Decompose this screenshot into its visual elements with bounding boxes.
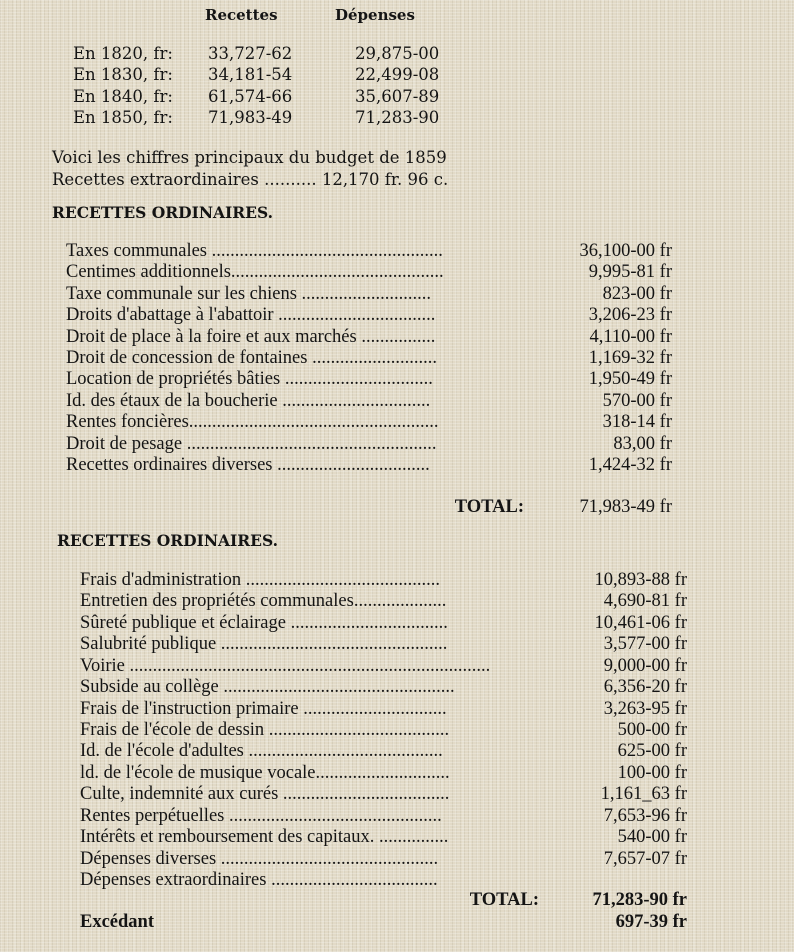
item-value: 36,100-00 fr bbox=[579, 241, 672, 261]
list-item bbox=[80, 613, 687, 634]
item-label: ld. de l'école de musique vocale............................. bbox=[80, 763, 450, 783]
section-title: RECETTES ORDINAIRES. bbox=[57, 531, 279, 550]
list-item bbox=[66, 284, 672, 305]
item-label: Dépenses extraordinaires .................................... bbox=[80, 870, 438, 890]
item-label: Recettes ordinaires diverses ................................. bbox=[66, 455, 430, 475]
list-item bbox=[80, 677, 687, 698]
item-value: 83,00 fr bbox=[613, 434, 672, 454]
list-item bbox=[80, 806, 687, 827]
list-item bbox=[66, 412, 672, 433]
excedant-label bbox=[80, 912, 280, 933]
item-label: Culte, indemnité aux curés .................................... bbox=[80, 784, 450, 804]
column-header-recettes: Recettes bbox=[205, 6, 278, 24]
list-item bbox=[80, 870, 687, 891]
list-item bbox=[80, 827, 687, 848]
summary-recettes-value: 61,574-66 bbox=[208, 87, 293, 106]
receipts-total-label bbox=[440, 497, 530, 518]
item-value: 9,000-00 fr bbox=[603, 656, 687, 676]
list-item bbox=[80, 784, 687, 805]
expenses-total-value bbox=[550, 890, 687, 911]
item-value: 500-00 fr bbox=[617, 720, 687, 740]
summary-recettes-value: 34,181-54 bbox=[208, 65, 293, 84]
item-value: 540-00 fr bbox=[617, 827, 687, 847]
intro-line: Voici les chiffres principaux du budget de 1859 bbox=[52, 148, 447, 167]
summary-year-label: En 1820, fr: bbox=[73, 44, 173, 63]
item-label: Location de propriétés bâties ................................ bbox=[66, 369, 433, 389]
summary-depenses-value: 29,875-00 bbox=[355, 44, 440, 63]
list-item bbox=[80, 634, 687, 655]
item-label: Frais de l'instruction primaire ............................... bbox=[80, 699, 447, 719]
item-label: Entretien des propriétés communales.................... bbox=[80, 591, 447, 611]
item-label: Sûreté publique et éclairage .................................. bbox=[80, 613, 448, 633]
total-value-text: 71,983-49 fr bbox=[579, 497, 672, 517]
total-label-text: TOTAL: bbox=[469, 890, 539, 910]
item-value: 625-00 fr bbox=[617, 741, 687, 761]
list-item bbox=[80, 656, 687, 677]
item-value: 4,110-00 fr bbox=[589, 327, 672, 347]
item-value: 3,577-00 fr bbox=[603, 634, 687, 654]
item-label: Droit de place à la foire et aux marchés ................ bbox=[66, 327, 436, 347]
item-value: 570-00 fr bbox=[602, 391, 672, 411]
list-item bbox=[80, 849, 687, 870]
item-value: 10,461-06 fr bbox=[594, 613, 687, 633]
list-item bbox=[66, 262, 672, 283]
item-label: Voirie .............................................................................. bbox=[80, 656, 491, 676]
list-item bbox=[66, 327, 672, 348]
item-label: Id. des étaux de la boucherie ................................ bbox=[66, 391, 431, 411]
list-item bbox=[66, 241, 672, 262]
summary-year-label: En 1840, fr: bbox=[73, 87, 173, 106]
item-value: 9,995-81 fr bbox=[588, 262, 672, 282]
summary-depenses-value: 35,607-89 bbox=[355, 87, 440, 106]
item-value: 3,206-23 fr bbox=[588, 305, 672, 325]
item-value: 318-14 fr bbox=[602, 412, 672, 432]
item-value: 1,424-32 fr bbox=[588, 455, 672, 475]
list-item bbox=[80, 699, 687, 720]
excedant-value-text: 697-39 fr bbox=[615, 912, 687, 932]
list-item bbox=[66, 434, 672, 455]
item-value: 6,356-20 fr bbox=[603, 677, 687, 697]
summary-year-label: En 1850, fr: bbox=[73, 108, 173, 127]
list-item bbox=[66, 348, 672, 369]
list-item bbox=[66, 305, 672, 326]
total-label-text: TOTAL: bbox=[454, 497, 524, 517]
item-value: 823-00 fr bbox=[602, 284, 672, 304]
item-value: 3,263-95 fr bbox=[603, 699, 687, 719]
list-item bbox=[80, 570, 687, 591]
summary-depenses-value: 22,499-08 bbox=[355, 65, 440, 84]
item-label: Droit de pesage ...................................................... bbox=[66, 434, 437, 454]
item-value: 7,657-07 fr bbox=[603, 849, 687, 869]
item-label: Rentes perpétuelles .............................................. bbox=[80, 806, 442, 826]
item-value: 100-00 fr bbox=[617, 763, 687, 783]
item-value: 1,950-49 fr bbox=[588, 369, 672, 389]
item-value: 10,893-88 fr bbox=[594, 570, 687, 590]
expenses-total-label bbox=[440, 890, 545, 911]
item-value: 4,690-81 fr bbox=[603, 591, 687, 611]
list-item bbox=[66, 455, 672, 476]
item-value: 1,169-32 fr bbox=[588, 348, 672, 368]
summary-recettes-value: 33,727-62 bbox=[208, 44, 293, 63]
list-item bbox=[66, 369, 672, 390]
item-value: 1,161_63 fr bbox=[600, 784, 687, 804]
receipts-total-value bbox=[540, 497, 672, 518]
list-item bbox=[80, 741, 687, 762]
item-label: Id. de l'école d'adultes .......................................... bbox=[80, 741, 443, 761]
summary-recettes-value: 71,983-49 bbox=[208, 108, 293, 127]
item-label: Frais d'administration .......................................... bbox=[80, 570, 440, 590]
summary-year-label: En 1830, fr: bbox=[73, 65, 173, 84]
item-label: Taxe communale sur les chiens ............................ bbox=[66, 284, 432, 304]
item-label: Droit de concession de fontaines ........................... bbox=[66, 348, 437, 368]
item-label: Salubrité publique ................................................. bbox=[80, 634, 448, 654]
list-item bbox=[80, 763, 687, 784]
item-label: Frais de l'école de dessin ....................................... bbox=[80, 720, 450, 740]
extraordinary-receipts-line: Recettes extraordinaires .......... 12,170 fr. 96 c. bbox=[52, 170, 449, 189]
item-label: Subside au collège .................................................. bbox=[80, 677, 455, 697]
section-title: RECETTES ORDINAIRES. bbox=[52, 203, 274, 222]
item-value: 7,653-96 fr bbox=[603, 806, 687, 826]
item-label: Rentes foncières...................................................... bbox=[66, 412, 439, 432]
list-item bbox=[80, 720, 687, 741]
item-label: Taxes communales .................................................. bbox=[66, 241, 443, 261]
item-label: Intérêts et remboursement des capitaux. ............... bbox=[80, 827, 449, 847]
excedant-label-text: Excédant bbox=[80, 912, 154, 932]
item-label: Dépenses diverses ............................................... bbox=[80, 849, 439, 869]
list-item bbox=[80, 591, 687, 612]
summary-depenses-value: 71,283-90 bbox=[355, 108, 440, 127]
list-item bbox=[66, 391, 672, 412]
column-header-depenses: Dépenses bbox=[335, 6, 415, 24]
total-value-text: 71,283-90 fr bbox=[592, 890, 687, 910]
item-label: Droits d'abattage à l'abattoir .................................. bbox=[66, 305, 436, 325]
excedant-value bbox=[550, 912, 687, 933]
item-label: Centimes additionnels.............................................. bbox=[66, 262, 444, 282]
